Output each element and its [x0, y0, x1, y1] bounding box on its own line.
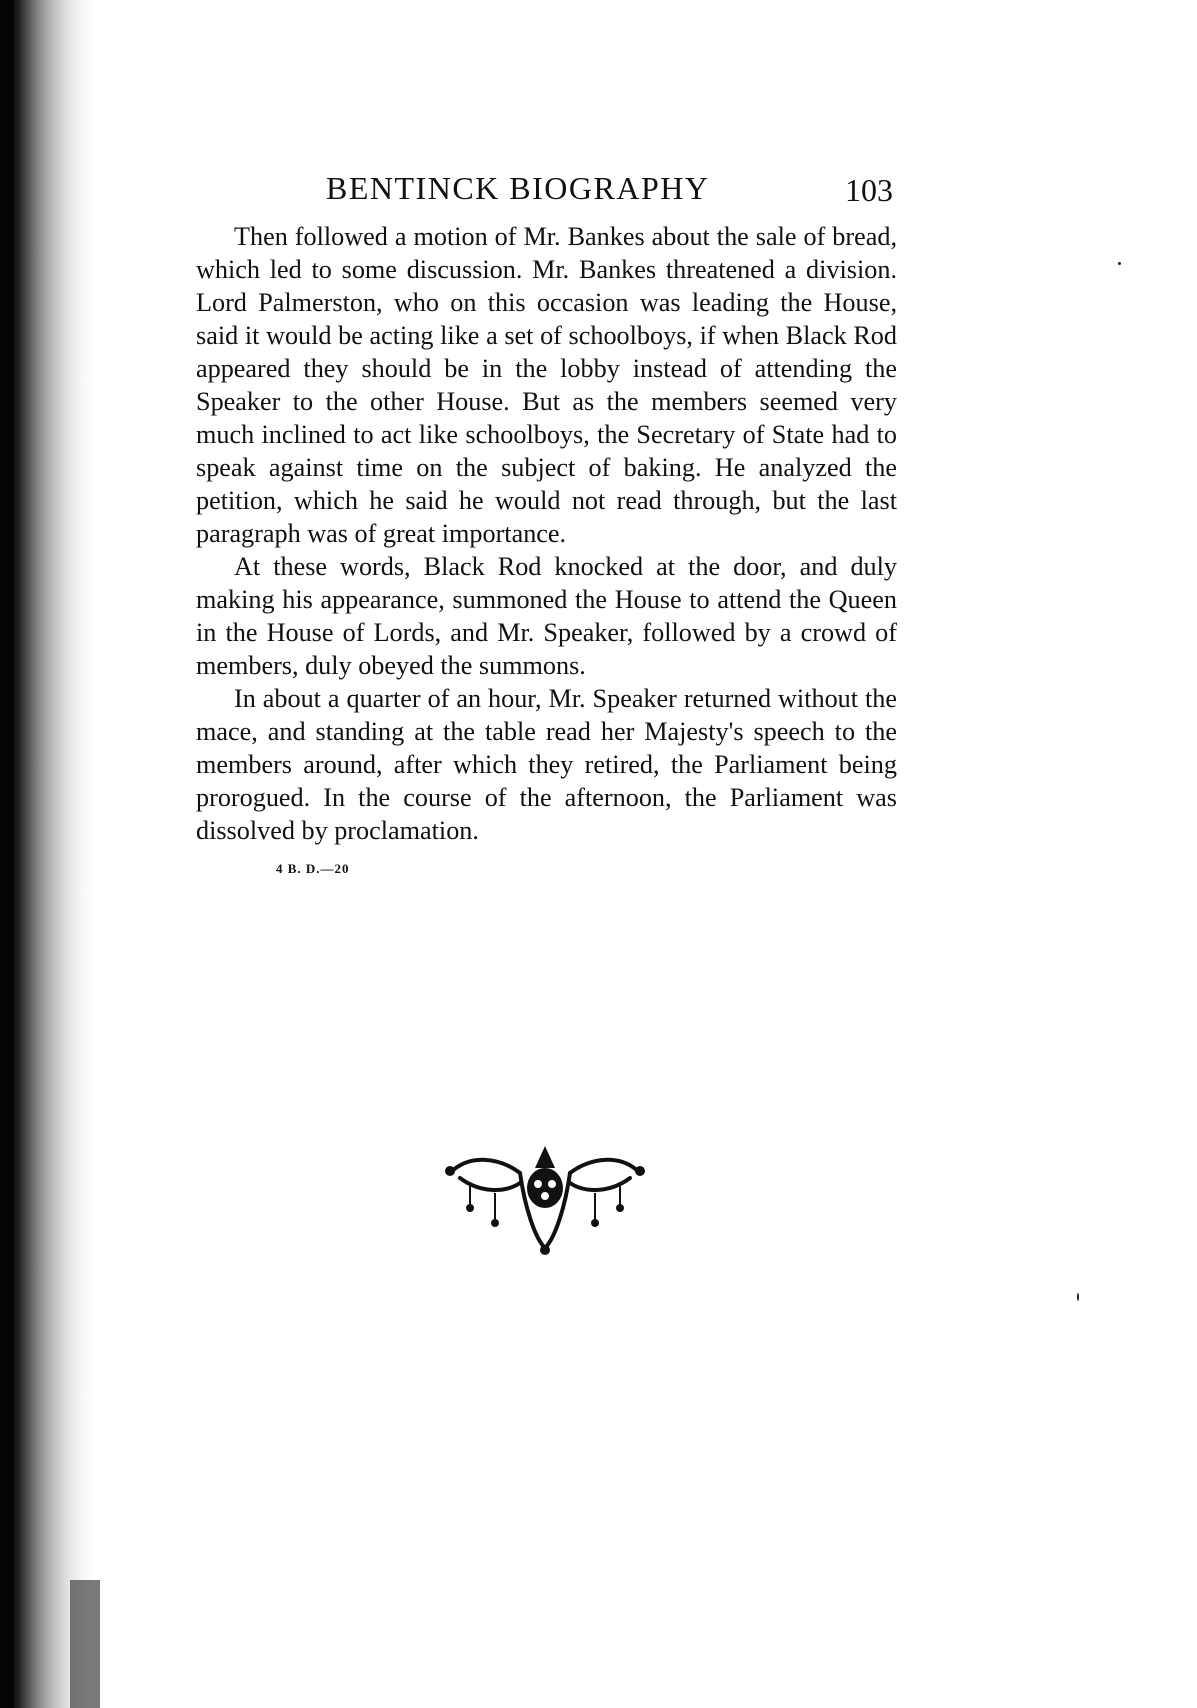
body-text — [196, 220, 897, 847]
signature-mark: 4 B. D.—20 — [276, 861, 350, 876]
scan-speck — [1077, 1293, 1079, 1301]
paragraph: At these words, Black Rod knocked at the door, and duly making his appearance, summoned the House to attend the Queen in the House of Lords, and Mr. Speaker, followed by a crowd of members, duly obeyed the summons. — [196, 552, 897, 680]
paragraph: Then followed a motion of Mr. Bankes about the sale of bread, which led to some discussion. Mr. Bankes threatened a division. Lord Palmerston, who on this occasion was leading the House, said it would be acting like a set of schoolboys, if when Black Rod appeared they should be in the lobby instead of attending the Speaker to the other House. But as the members seemed very much inclined to act like schoolboys, the Secretary of State had to speak against time on the subject of baking. He analyzed the petition, which he said he would not read through, but the last paragraph was of great importance. — [196, 222, 897, 548]
book-page — [196, 160, 897, 877]
page-header — [196, 160, 897, 220]
tailpiece-ornament-icon — [440, 1138, 650, 1258]
page-number: 103 — [845, 172, 893, 208]
binding-edge-shadow — [0, 0, 100, 1708]
running-title: BENTINCK BIOGRAPHY — [326, 170, 710, 206]
scan-speck — [1118, 262, 1121, 265]
paragraph: In about a quarter of an hour, Mr. Speaker returned without the mace, and standing at the table read her Majesty's speech to the members around, after which they retired, the Parliament being prorogued. In the course of the afternoon, the Parliament was dissolved by proclamation. — [196, 684, 897, 845]
